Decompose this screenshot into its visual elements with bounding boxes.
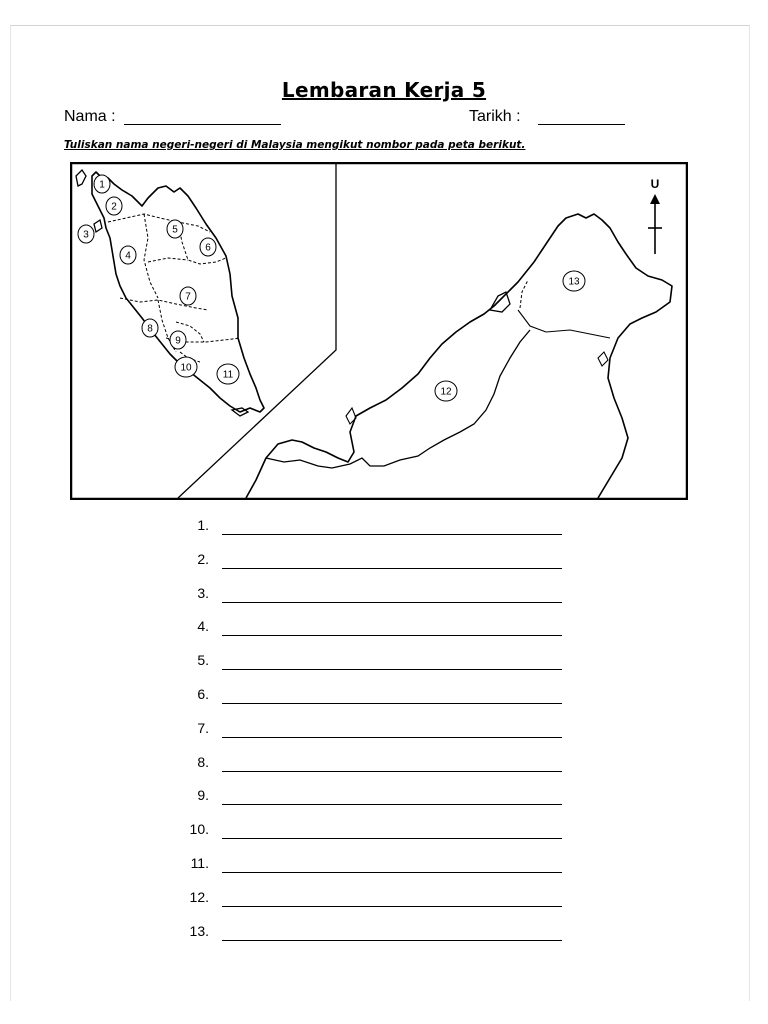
answer-number: 13. [189,922,209,939]
answer-number: 5. [197,652,209,669]
answer-line[interactable] [222,771,562,772]
answer-line[interactable] [222,737,562,738]
state-marker-label: 2 [111,201,117,213]
instruction-text: Tuliskan nama negeri-negeri di Malaysia mengikut nombor pada peta berikut. [64,139,526,151]
state-marker [180,287,196,305]
answer-number: 6. [197,686,209,702]
map-border [71,163,687,499]
state-marker-label: 8 [147,323,153,335]
state-marker-label: 11 [222,369,234,381]
answer-line[interactable] [222,872,562,873]
state-marker [175,357,197,377]
date-field[interactable] [538,124,625,125]
answer-line[interactable] [222,906,562,907]
answer-line[interactable] [222,669,562,670]
answer-number: 3. [197,584,209,601]
state-marker-label: 1 [99,179,105,191]
answer-number: 11. [190,855,209,871]
state-marker [142,319,158,337]
answer-line[interactable] [222,703,562,704]
answer-line[interactable] [222,602,562,603]
state-marker [217,364,239,384]
state-marker [167,220,183,238]
answer-number: 12. [189,888,209,905]
state-marker-label: 7 [185,291,191,303]
answer-line[interactable] [222,568,562,569]
name-label: Nama : [64,108,116,125]
state-marker [170,331,186,349]
worksheet-title: Lembaran Kerja 5 [281,78,487,102]
state-marker [435,381,457,401]
state-marker-label: 9 [175,335,181,347]
state-marker-label: 13 [568,276,580,288]
state-marker-label: 5 [172,224,178,236]
answer-number: 9. [197,787,209,804]
answer-line[interactable] [222,838,562,839]
date-label: Tarikh : [469,108,521,125]
state-marker-label: 3 [83,229,89,241]
state-marker [563,271,585,291]
state-marker-label: 6 [205,242,211,254]
state-marker [200,238,216,256]
answer-number: 4. [197,618,209,635]
state-marker-label: 12 [440,386,452,398]
answer-number: 8. [197,753,209,770]
state-marker [78,225,94,243]
state-marker-label: 4 [125,250,131,262]
compass-label: U [650,177,660,191]
answer-line[interactable] [222,534,562,535]
name-field[interactable] [124,124,281,125]
state-marker [106,197,122,215]
answer-line[interactable] [222,804,562,805]
malaysia-map [70,162,688,500]
answer-number: 1. [197,517,209,533]
state-marker [120,246,136,264]
answer-number: 10. [189,821,209,838]
answer-number: 2. [197,550,209,567]
answer-line[interactable] [222,635,562,636]
state-marker [94,175,110,193]
answer-line[interactable] [222,940,562,941]
answer-number: 7. [197,719,209,736]
state-marker-label: 10 [180,362,192,374]
